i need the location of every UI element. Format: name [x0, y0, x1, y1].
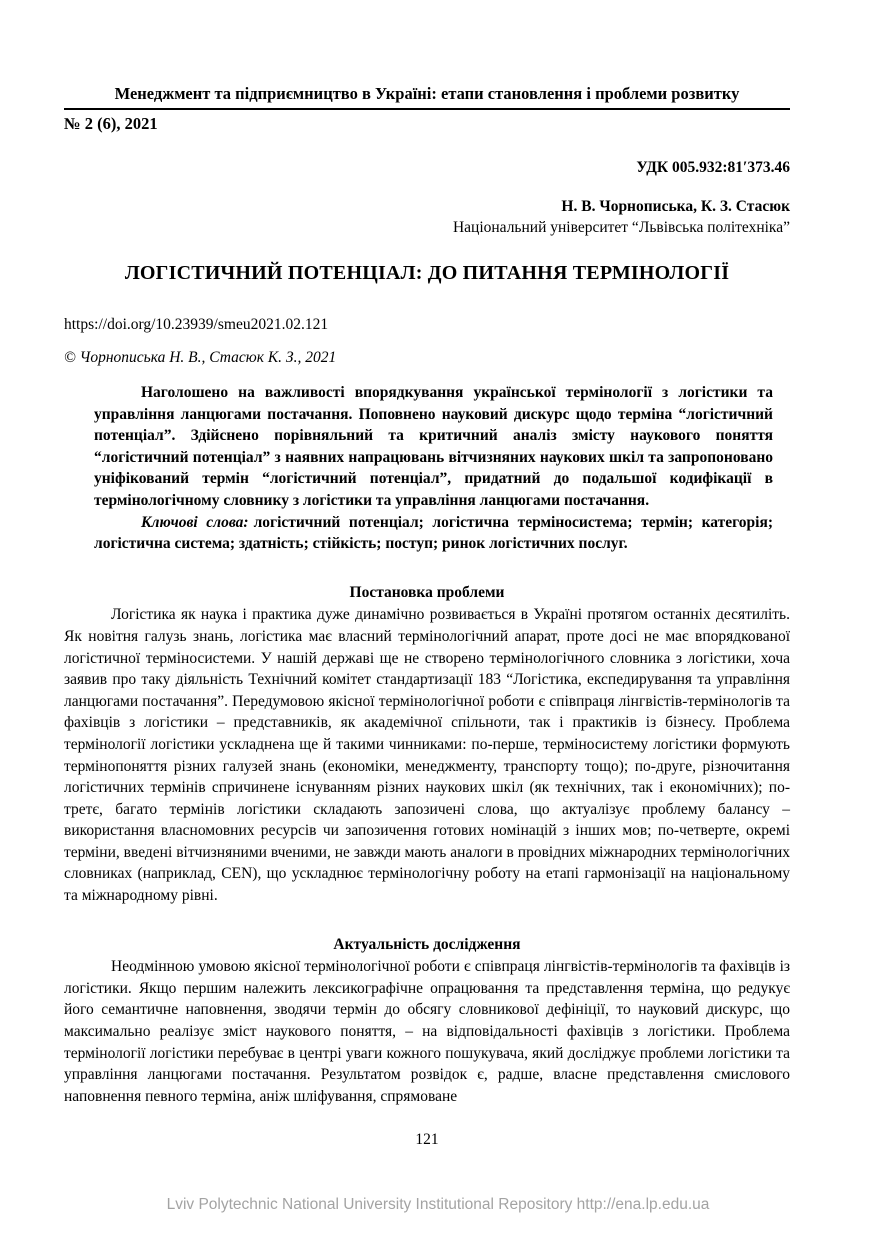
affiliation: Національний університет “Львівська політехніка” — [452, 219, 790, 236]
journal-issue: № 2 (6), 2021 — [64, 114, 158, 133]
doi-link[interactable]: https://doi.org/10.23939/smeu2021.02.121 — [64, 316, 329, 333]
section-body-problem-statement: Логістика як наука і практика дуже динамічно розвивається в Україні протягом останніх десятиліть. Як новітня галузь знань, логістика має власний термінологічний апарат, проте досі не має впорядкованої логістичної терміносистеми. У нашій державі ще не створено термінологічного словника з логістики, хоча заявив про таку діяльність Технічний комітет стандартизації 183 “Логістика, експедирування та управління ланцюгами постачання”. Передумовою якісної термінологічної роботи є співпраця лінгвістів-термінологів та фахівців з логістики – представників, як академічної спільноти, так і практиків із бізнесу. Проблема термінології логістики ускладнена ще й такими чинниками: по-перше, терміносистему логістики формують термінопоняття різних галузей знань (економіки, менеджменту, транспорту тощо); по-друге, різночитання логістичних термінів спричинене існуванням різних наукових шкіл (як технічних, так і економічних); по-третє, багато термінів логістики складають запозичені слова, що актуалізує проблему балансу – використання власномовних ресурсів чи запозичення готових номінацій з інших мов; по-четверте, окремі терміни, введені вітчизняними вченими, не завжди мають аналоги в провідних міжнародних термінологічних словниках (наприклад, CEN), що ускладнює термінологічну роботу на етапі гармонізації на національному та міжнародному рівні. — [64, 606, 790, 905]
abstract-text: Наголошено на важливості впорядкування української термінології з логістики та управління ланцюгами постачання. Поповнено науковий дискурс щодо терміна “логістичний потенціал”. Здійснено порівняльний та критичний аналіз змісту наукового поняття “логістичний потенціал” з наявних напрацювань вітчизняних наукових шкіл та запропоновано уніфікований термін “логістичний потенціал”, придатний до подальшої кодифікації в термінологічному словнику з логістики та управління ланцюгами постачання. — [94, 384, 773, 509]
section-body-research-relevance: Неодмінною умовою якісної термінологічної роботи є співпраця лінгвістів-термінологів та фахівців із логістики. Якщо першим належить лексикографічне опрацювання та представлення терміна, що редукує його семантичне наповнення, зводячи термін до обсягу словникової дефініції, то науковий дискурс, що максимально реалізує зміст наукового поняття, – на відповідальності фахівців з логістики. Проблема термінології логістики перебуває в центрі уваги кожного пошукувача, який досліджує проблеми логістики та управління ланцюгами постачання. Результатом розвідок є, радше, власне представлення смислового наповнення певного терміна, аніж шліфування, спрямоване — [64, 958, 790, 1105]
authors: Н. В. Чорнописька, К. З. Стасюк — [561, 198, 790, 215]
article-title: ЛОГІСТИЧНИЙ ПОТЕНЦІАЛ: ДО ПИТАННЯ ТЕРМІНОЛОГІЇ — [124, 262, 730, 284]
keywords-label: Ключові слова: — [141, 513, 249, 531]
section-heading-research-relevance: Актуальність дослідження — [333, 935, 521, 953]
keywords-text: логістичний потенціал; логістична терміносистема; термін; категорія; логістична система; здатність; стійкість; поступ; ринок логістичних послуг. — [94, 513, 773, 553]
keywords-block — [94, 512, 773, 555]
repository-footer: Lviv Polytechnic National University Institutional Repository http://ena.lp.edu.ua — [166, 1196, 710, 1213]
section-heading-problem-statement: Постановка проблеми — [349, 583, 505, 601]
copyright-notice: © Чорнописька Н. В., Стасюк К. З., 2021 — [64, 349, 337, 366]
journal-title: Менеджмент та підприємництво в Україні: етапи становлення і проблеми розвитку — [64, 84, 790, 110]
doi-line — [64, 316, 790, 334]
udc-code: УДК 005.932:81′373.46 — [636, 159, 790, 176]
page-number: 121 — [415, 1131, 439, 1149]
